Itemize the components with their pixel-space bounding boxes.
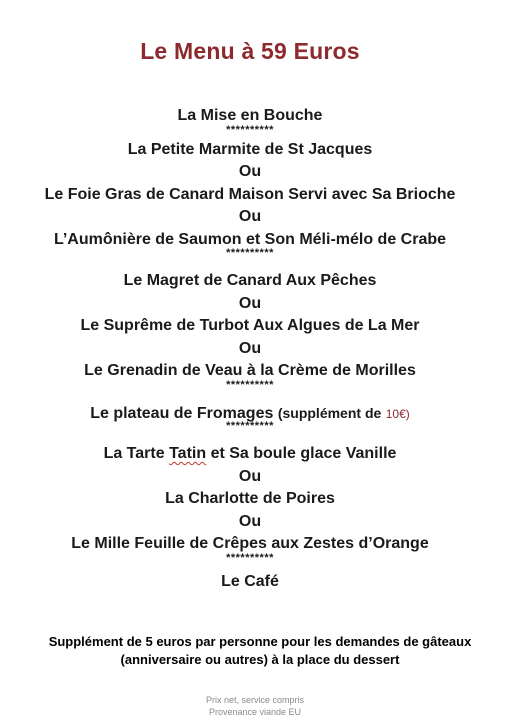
dessert-option-1-part-b: Tatin bbox=[169, 445, 207, 462]
dessert-option-1-part-c: et Sa boule glace Vanille bbox=[210, 445, 397, 462]
main-option-1: Le Magret de Canard Aux Pêches bbox=[123, 272, 377, 289]
main-option-3: Le Grenadin de Veau à la Crème de Morilles bbox=[84, 362, 416, 379]
menu-body bbox=[0, 105, 500, 593]
cheese-supplement: (supplément de bbox=[277, 404, 382, 421]
main-option-2: Le Suprême de Turbot Aux Algues de La Mer bbox=[80, 317, 420, 334]
or-label: Ou bbox=[238, 512, 262, 530]
starter-option-1: La Petite Marmite de St Jacques bbox=[127, 140, 373, 158]
separator: ********** bbox=[226, 123, 274, 136]
coffee: Le Café bbox=[221, 572, 279, 590]
or-label: Ou bbox=[238, 163, 262, 180]
note-line-2: (anniversaire ou autres) à la place du dessert bbox=[120, 652, 400, 667]
or-label: Ou bbox=[238, 339, 262, 357]
separator: ********** bbox=[226, 378, 274, 391]
cheese-supplement-price: 10€) bbox=[385, 406, 410, 421]
or-label: Ou bbox=[238, 208, 262, 225]
amuse-bouche: La Mise en Bouche bbox=[177, 107, 323, 124]
starter-option-2: Le Foie Gras de Canard Maison Servi avec Sa Brioche bbox=[44, 185, 456, 203]
footer-line-1: Prix net, service compris bbox=[205, 695, 305, 705]
or-label: Ou bbox=[238, 294, 262, 312]
footer-line-2: Provenance viande EU bbox=[208, 707, 302, 717]
dessert-option-2: La Charlotte de Poires bbox=[165, 490, 335, 507]
starter-option-3: L’Aumônière de Saumon et Son Méli-mélo de Crabe bbox=[53, 230, 447, 248]
dessert-option-1 bbox=[0, 443, 500, 466]
separator: ********** bbox=[226, 551, 274, 564]
note-line-1: Supplément de 5 euros par personne pour les demandes de gâteaux bbox=[48, 634, 472, 649]
footer bbox=[0, 694, 510, 718]
separator: ********** bbox=[226, 420, 274, 432]
or-label: Ou bbox=[238, 467, 262, 485]
dessert-option-1-part-a: La Tarte bbox=[103, 445, 165, 462]
dessert-option-3: Le Mille Feuille de Crêpes aux Zestes d’Orange bbox=[71, 535, 429, 552]
menu-title: Le Menu à 59 Euros bbox=[140, 38, 360, 64]
separator: ********** bbox=[226, 247, 274, 259]
cheese-label: Le plateau de Fromages bbox=[90, 404, 274, 422]
cake-supplement-note bbox=[0, 633, 520, 669]
